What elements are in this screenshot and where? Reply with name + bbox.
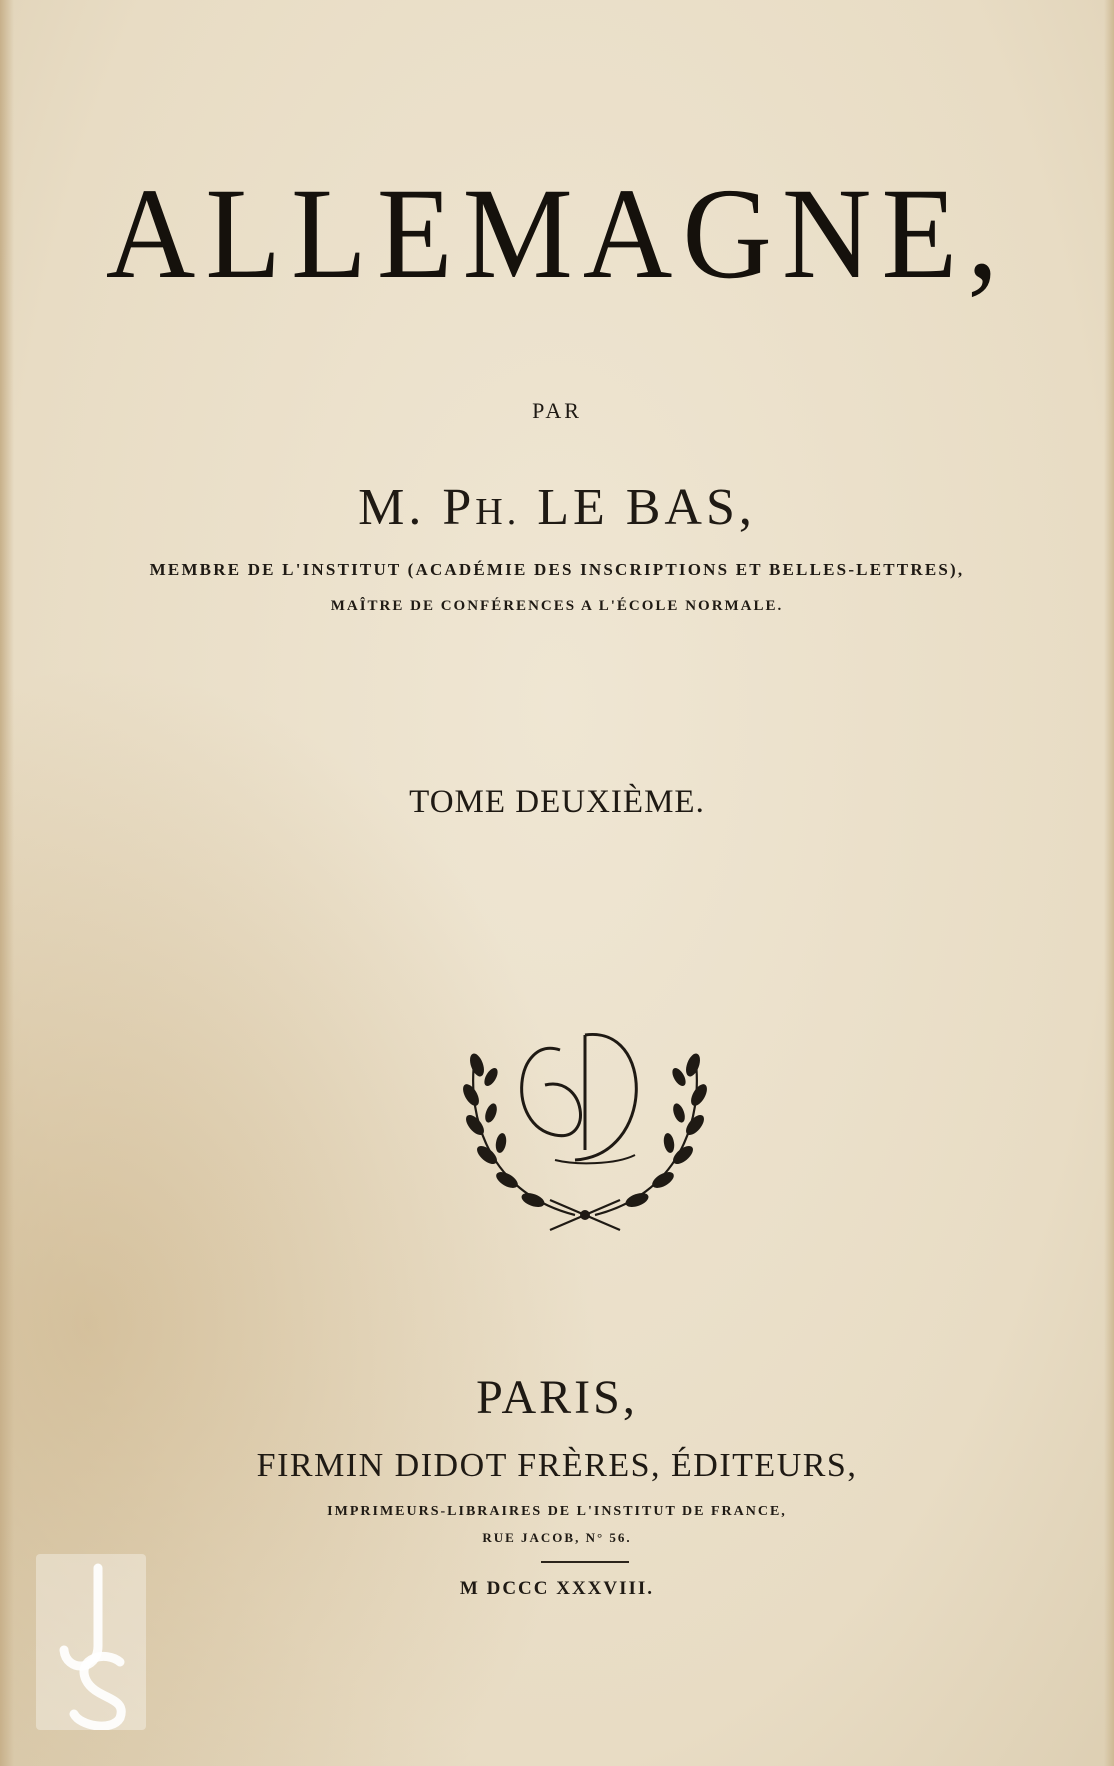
affiliation-line-2: MAÎTRE DE CONFÉRENCES A L'ÉCOLE NORMALE. xyxy=(330,598,784,614)
by-label: PAR xyxy=(532,398,582,423)
publication-city: PARIS, xyxy=(476,1371,638,1424)
author-name: LE BAS, xyxy=(537,479,756,536)
affiliation-line-1: MEMBRE DE L'INSTITUT (ACADÉMIE DES INSCRIPTIONS ET BELLES-LETTRES), xyxy=(149,560,965,579)
publication-year: M DCCC XXXVIII. xyxy=(459,1578,655,1599)
watermark-logo xyxy=(36,1554,146,1730)
author-line xyxy=(0,478,1114,537)
author-prefix: M. P xyxy=(358,479,476,536)
book-title: ALLEMAGNE, xyxy=(105,161,1009,306)
author-small-caps: H. xyxy=(475,491,521,533)
publisher-address: RUE JACOB, N° 56. xyxy=(482,1530,632,1545)
divider-rule xyxy=(541,1561,629,1563)
monogram-wreath-icon xyxy=(455,1015,715,1255)
publisher-note: IMPRIMEURS-LIBRAIRES DE L'INSTITUT DE FRANCE, xyxy=(327,1504,787,1519)
js-watermark-icon xyxy=(36,1554,146,1730)
publisher-name: FIRMIN DIDOT FRÈRES, ÉDITEURS, xyxy=(256,1447,858,1484)
volume-label: TOME DEUXIÈME. xyxy=(409,784,705,820)
